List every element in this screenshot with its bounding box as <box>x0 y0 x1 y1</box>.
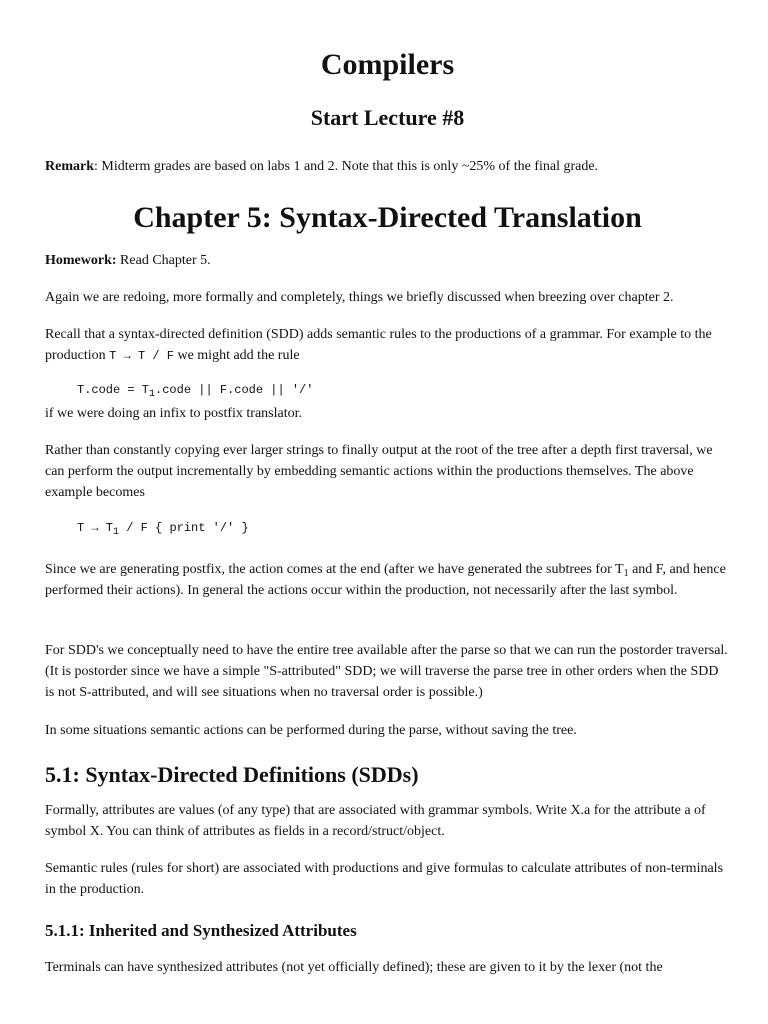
section-title: 5.1: Syntax-Directed Definitions (SDDs) <box>45 762 419 787</box>
subsection-title: 5.1.1: Inherited and Synthesized Attributes <box>45 921 357 940</box>
action-code-part2: / F { print '/' } <box>119 521 249 535</box>
rule-code-part2: .code || F.code || '/' <box>155 383 314 397</box>
since-text-after: and F, and hence performed their actions). In general the actions occur within the production, not necessarily after the last symbol. <box>45 562 726 598</box>
action-code-part1: T → T <box>77 521 114 535</box>
remark-paragraph <box>45 156 730 177</box>
homework-text: Read Chapter 5. <box>116 253 211 268</box>
situations-paragraph: In some situations semantic actions can be performed during the parse, without saving the tree. <box>45 723 577 738</box>
sdd-paragraph: For SDD's we conceptually need to have the entire tree available after the parse so that we can run the postorder traversal. (It is postorder since we have a simple "S-attributed" SDD; we will traverse the parse tree in other orders when the SDD is not S-attributed, and will see situations when no traversal order is possible.) <box>45 643 728 700</box>
since-paragraph <box>45 559 730 601</box>
course-title: Compilers <box>320 48 455 81</box>
rather-paragraph: Rather than constantly copying ever larger strings to finally output at the root of the tree after a depth first traversal, we can perform the output incrementally by embedding semantic actions within the productions themselves. The above example becomes <box>45 443 713 500</box>
since-text-before: Since we are generating postfix, the action comes at the end (after we have generated the subtrees for T <box>45 562 624 577</box>
again-paragraph: Again we are redoing, more formally and completely, things we briefly discussed when breezing over chapter 2. <box>45 290 674 305</box>
infix-paragraph: if we were doing an infix to postfix translator. <box>45 406 302 421</box>
production-code: T → T / F <box>109 349 174 363</box>
lecture-heading: Start Lecture #8 <box>310 105 465 130</box>
remark-label: Remark <box>45 159 94 174</box>
rule-code <box>77 381 313 399</box>
recall-paragraph <box>45 324 730 367</box>
homework-paragraph <box>45 250 730 271</box>
rule-code-subscript: 1 <box>149 389 156 400</box>
action-code <box>77 519 249 537</box>
formally-paragraph: Formally, attributes are values (of any type) that are associated with grammar symbols. Write X.a for the attribute a of symbol X. You can think of attributes as fields in a record/struct/object. <box>45 803 706 839</box>
semantic-rules-paragraph: Semantic rules (rules for short) are associated with productions and give formulas to calculate attributes of non-terminals in the production. <box>45 861 724 897</box>
recall-text-before: Recall that a syntax-directed definition (SDD) adds semantic rules to the productions of a grammar. For example to the production <box>45 327 712 363</box>
homework-label: Homework: <box>45 253 117 268</box>
remark-text: : Midterm grades are based on labs 1 and 2. Note that this is only ~25% of the final grade. <box>94 159 599 174</box>
since-subscript: 1 <box>623 568 629 579</box>
action-code-subscript: 1 <box>113 527 120 538</box>
rule-code-part1: T.code = T <box>77 383 150 397</box>
terminals-paragraph: Terminals can have synthesized attributes (not yet officially defined); these are given to it by the lexer (not the <box>45 960 663 975</box>
recall-text-after: we might add the rule <box>173 348 300 363</box>
chapter-title: Chapter 5: Syntax-Directed Translation <box>133 201 642 234</box>
